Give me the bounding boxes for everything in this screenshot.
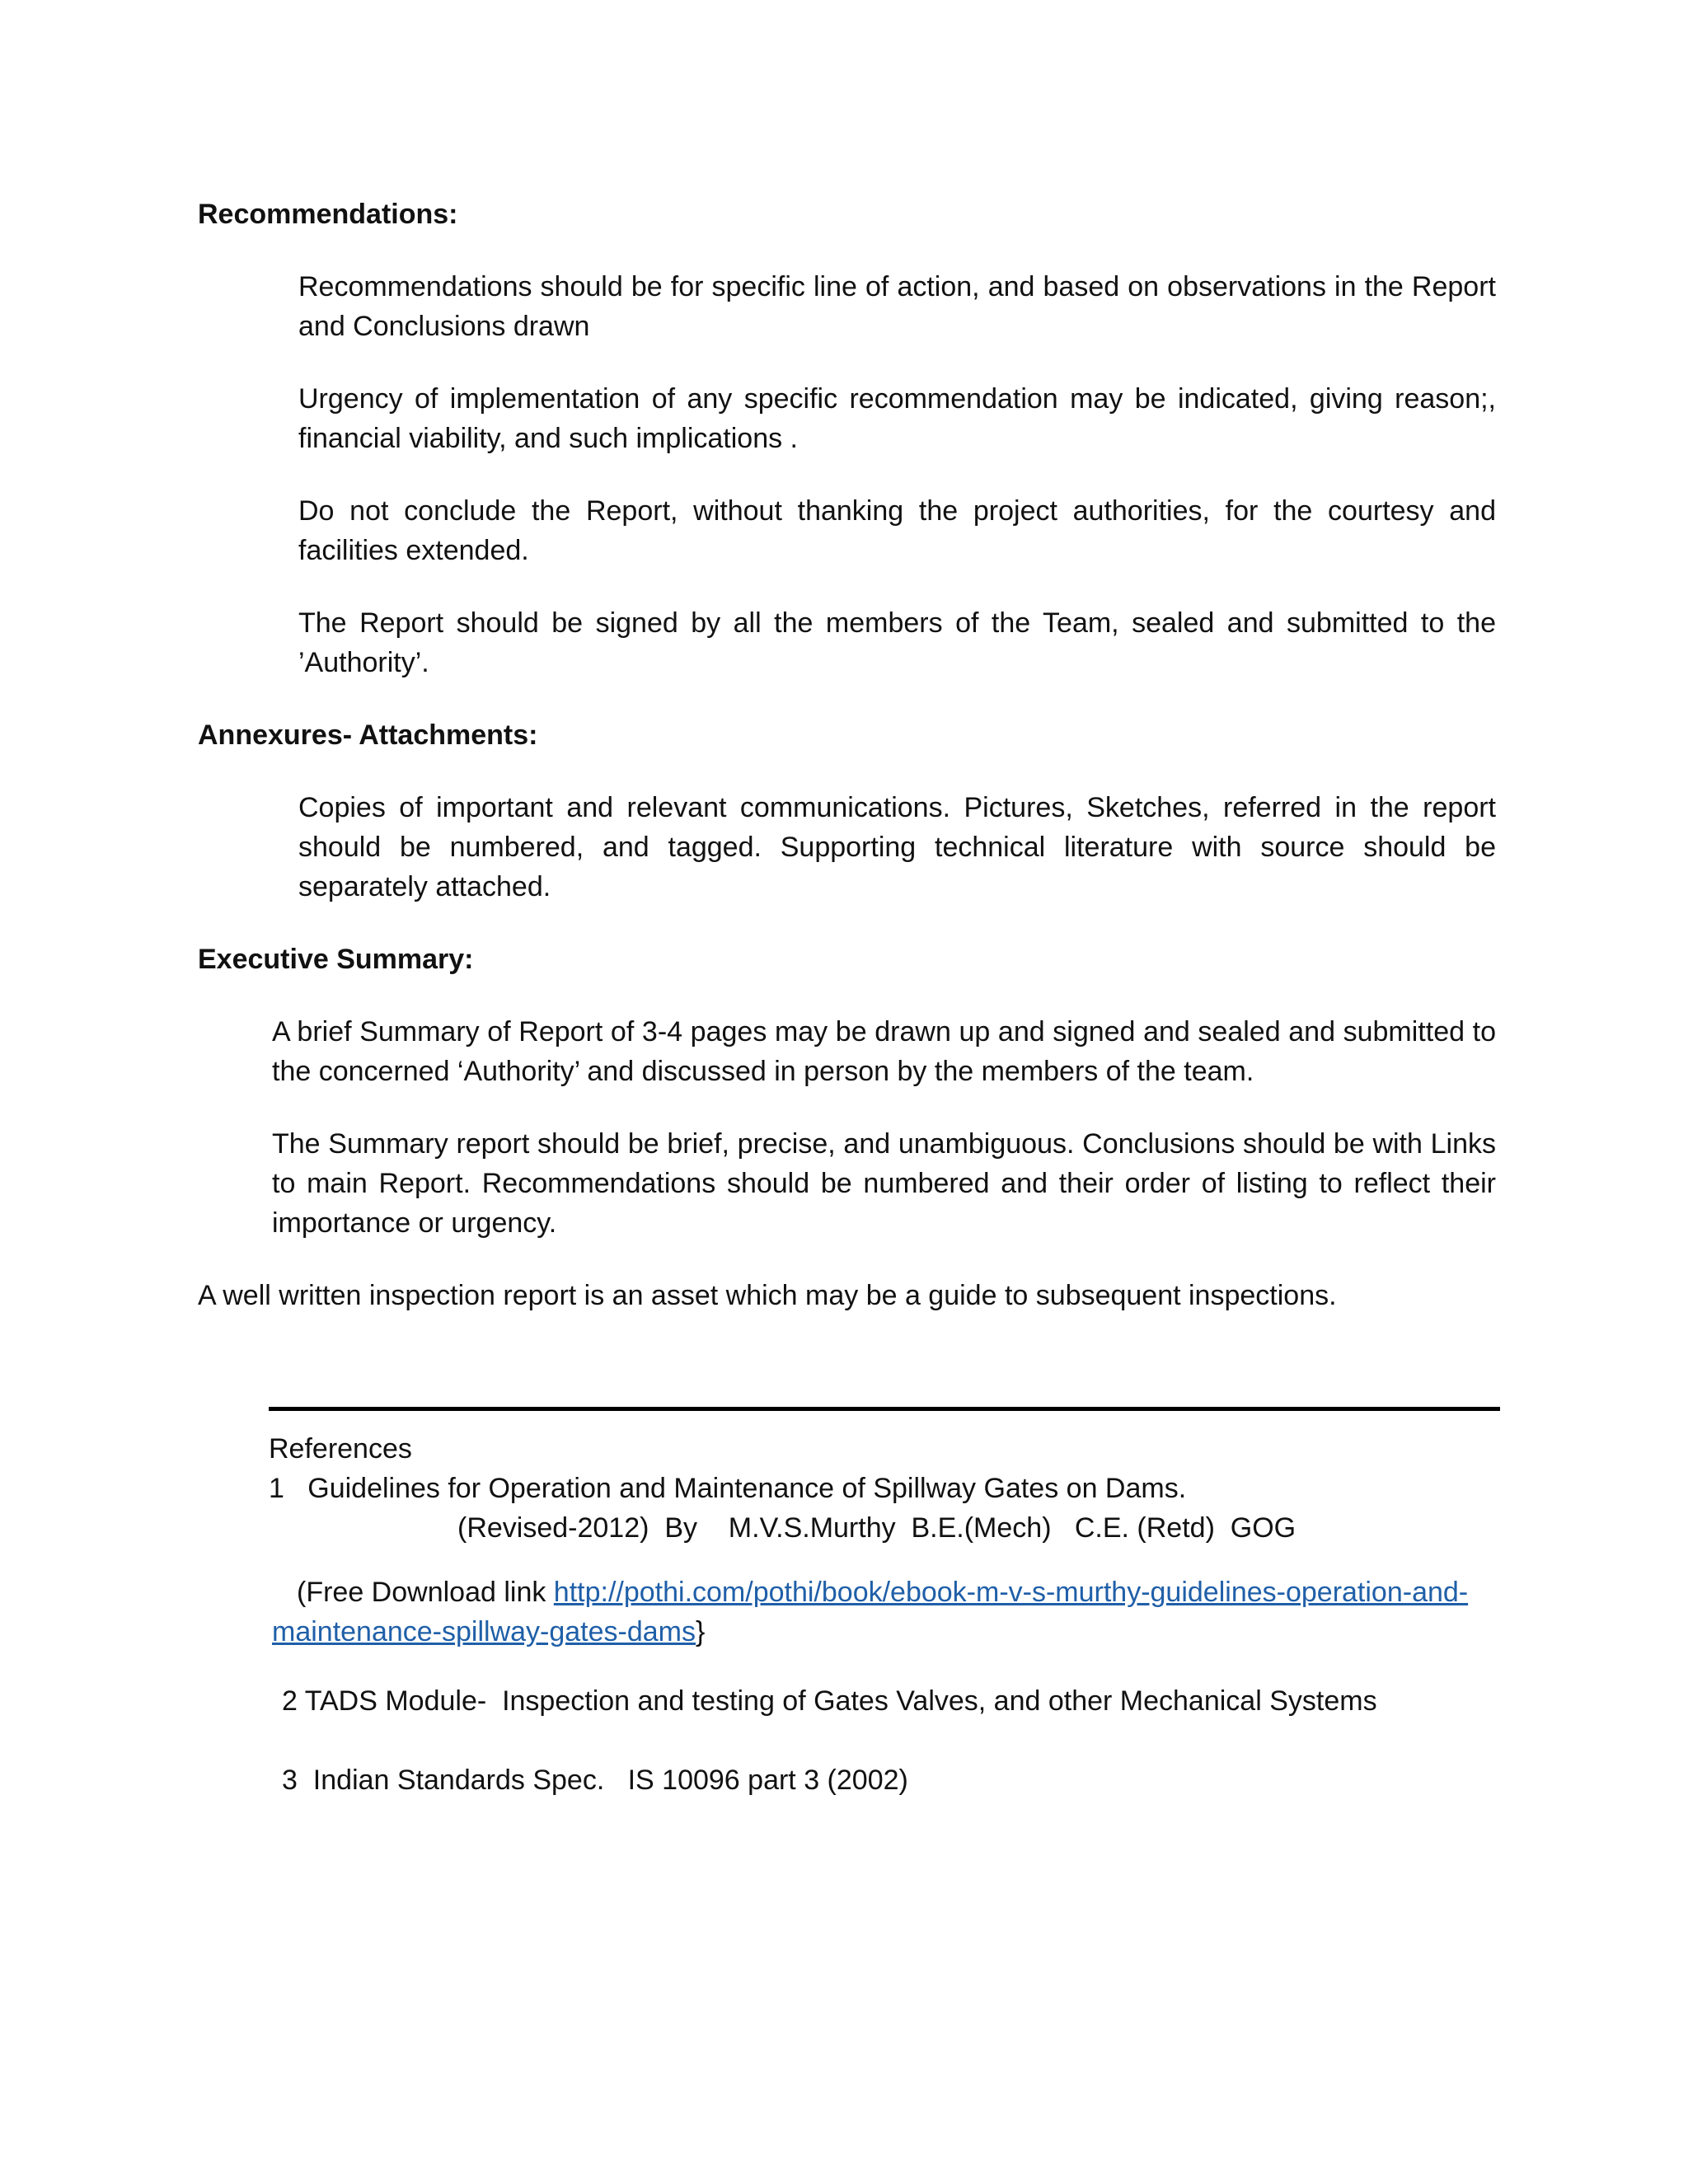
download-suffix: } <box>696 1616 706 1647</box>
closing-line: A well written inspection report is an asset which may be a guide to subsequent inspections. <box>198 1280 1337 1311</box>
reference-1-title: 1 Guidelines for Operation and Maintenance of Spillway Gates on Dams. <box>269 1473 1187 1504</box>
download-prefix: (Free Download link <box>297 1577 554 1608</box>
annexures-heading: Annexures- Attachments: <box>198 719 538 751</box>
annexures-paragraph: Copies of important and relevant communications. Pictures, Sketches, referred in the report should be numbered, and tagged. Supporting technical literature with source should be separately attached. <box>298 792 1496 902</box>
reference-2: 2 TADS Module- Inspection and testing of Gates Valves, and other Mechanical Systems <box>282 1685 1377 1717</box>
download-link[interactable]: http://pothi.com/pothi/book/ebook-m-v-s-murthy-guidelines-operation-and-maintenance-spillway-gates-dams <box>272 1577 1469 1647</box>
recommendations-paragraph-2: Urgency of implementation of any specific recommendation may be indicated, giving reason;, financial viability, and such implications . <box>298 383 1496 454</box>
references-title: References <box>269 1433 412 1465</box>
executive-summary-heading: Executive Summary: <box>198 944 474 975</box>
recommendations-heading: Recommendations: <box>198 199 458 230</box>
executive-summary-paragraph-2: The Summary report should be brief, precise, and unambiguous. Conclusions should be with Links to main Report. Recommendations should be numbered and their order of listing to reflect their importance or urgency. <box>272 1128 1496 1239</box>
recommendations-paragraph-3: Do not conclude the Report, without thanking the project authorities, for the courtesy and facilities extended. <box>298 495 1496 566</box>
reference-3: 3 Indian Standards Spec. IS 10096 part 3 (2002) <box>282 1765 908 1796</box>
reference-1-download <box>272 1572 1508 1652</box>
executive-summary-paragraph-1: A brief Summary of Report of 3-4 pages may be drawn up and signed and sealed and submitted to the concerned ‘Authority’ and discussed in person by the members of the team. <box>272 1016 1496 1087</box>
reference-1-author: (Revised-2012) By M.V.S.Murthy B.E.(Mech) C.E. (Retd) GOG <box>457 1512 1296 1544</box>
recommendations-paragraph-4: The Report should be signed by all the members of the Team, sealed and submitted to the ’Authority’. <box>298 607 1496 678</box>
section-divider <box>269 1407 1500 1411</box>
recommendations-paragraph-1: Recommendations should be for specific line of action, and based on observations in the Report and Conclusions drawn <box>298 271 1496 342</box>
